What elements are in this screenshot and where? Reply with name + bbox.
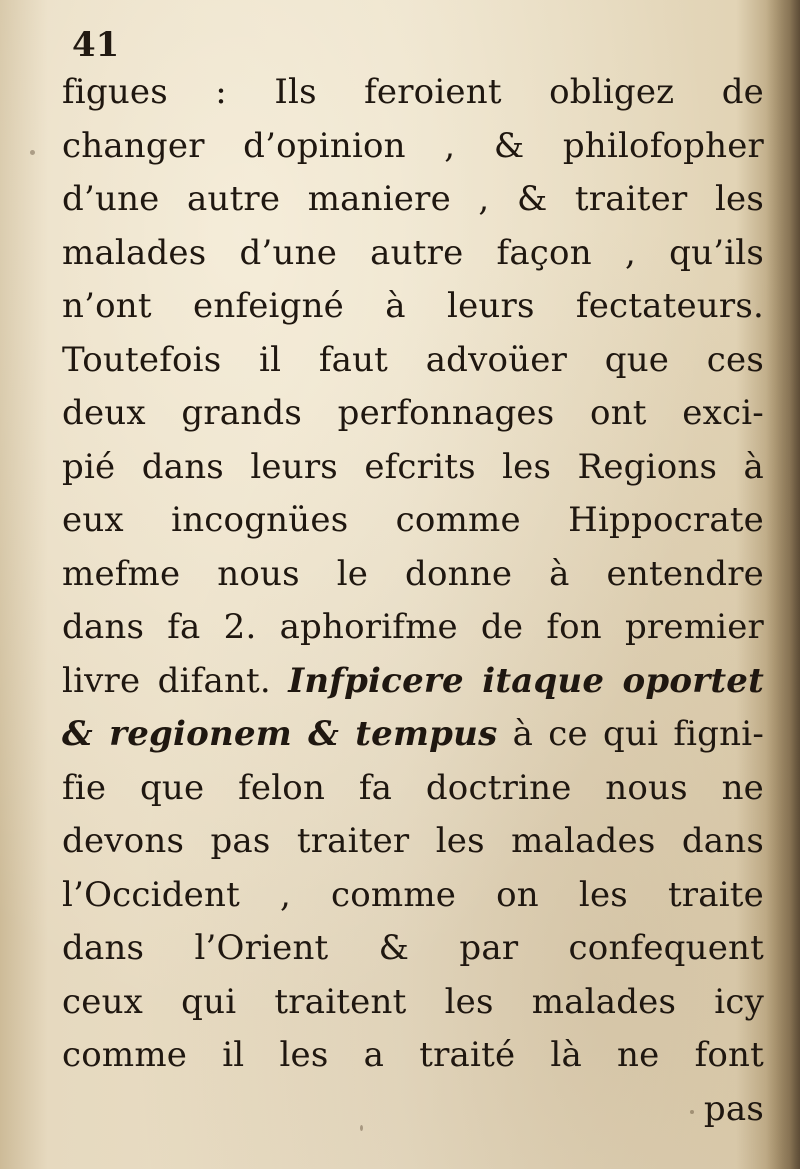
gutter-shadow: [766, 0, 800, 1169]
text-segment: deux grands perfonnages ont exci-: [62, 393, 764, 433]
text-line: [62, 762, 764, 816]
paper-speck: [690, 1110, 694, 1114]
catchword: pas: [703, 1088, 764, 1129]
text-line: [62, 708, 764, 762]
text-segment: comme il les a traité là ne font: [62, 1035, 764, 1075]
paper-speck: [360, 1125, 363, 1131]
text-line: [62, 227, 764, 281]
text-segment: pié dans leurs efcrits les Regions à: [62, 446, 764, 487]
text-segment: ceux qui traitent les malades icy: [62, 981, 764, 1022]
text-segment: mefme nous le donne à entendre: [62, 553, 764, 594]
latin-quote-segment: Infpicere itaque oportet: [288, 660, 765, 701]
text-segment: à ce qui figni-: [497, 714, 765, 754]
text-line: [62, 815, 764, 869]
text-segment: malades d’une autre façon , qu’ils: [62, 232, 764, 273]
text-line: [62, 280, 764, 334]
text-line: [62, 655, 764, 709]
text-line: [62, 66, 764, 120]
text-line: [62, 1029, 764, 1083]
page-number: 41: [72, 25, 120, 65]
text-line: [62, 387, 764, 441]
text-segment: livre difant.: [62, 660, 289, 701]
text-line: [62, 976, 764, 1030]
text-segment: dans l’Orient & par confequent: [62, 928, 764, 968]
text-line: [62, 922, 764, 976]
text-line: [62, 334, 764, 388]
text-segment: eux incognües comme Hippocrate: [62, 500, 764, 540]
text-line: [62, 548, 764, 602]
paper-speck: [30, 150, 35, 155]
text-segment: d’une autre maniere , & traiter les: [62, 179, 764, 219]
text-segment: dans fa 2. aphorifme de fon premier: [62, 607, 764, 647]
latin-quote-segment: & regionem & tempus: [62, 714, 498, 754]
body-text: [62, 66, 764, 1136]
text-line: [62, 601, 764, 655]
text-segment: l’Occident , comme on les traite: [62, 874, 764, 915]
text-line: [62, 173, 764, 227]
text-line: [62, 494, 764, 548]
text-segment: fie que felon fa doctrine nous ne: [62, 767, 764, 808]
text-segment: devons pas traiter les malades dans: [62, 821, 764, 861]
text-line: [62, 869, 764, 923]
text-segment: figues : Ils feroient obligez de: [62, 72, 764, 112]
text-line: [62, 441, 764, 495]
text-segment: Toutefois il faut advoüer que ces: [62, 339, 764, 380]
text-line: [62, 120, 764, 174]
text-segment: n’ont enfeigné à leurs fectateurs.: [62, 286, 764, 326]
text-segment: changer d’opinion , & philofopher: [62, 125, 764, 166]
